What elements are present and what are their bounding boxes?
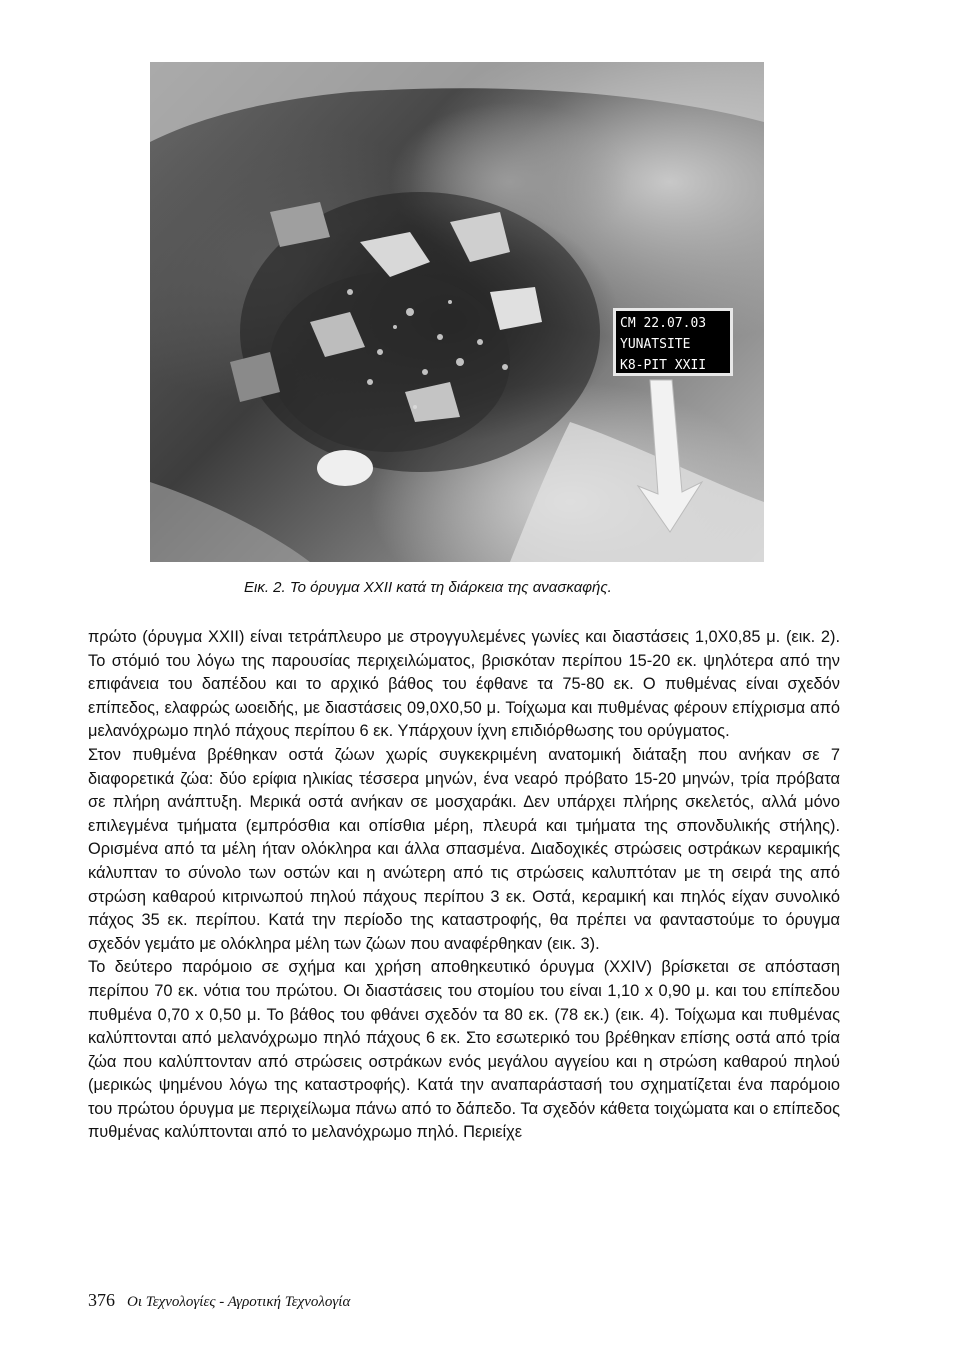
figure-caption: Εικ. 2. Το όρυγμα XXII κατά τη διάρκεια της ανασκαφής. bbox=[244, 579, 612, 596]
paragraph-2: Στον πυθμένα βρέθηκαν οστά ζώων χωρίς συγκεκριμένη ανατομική διάταξη που ανήκαν σε 7 διαφορετικά ζώα: δύο ερίφια ηλικίας τέσσερα μηνών, ένα νεαρό πρόβατο 15-20 μηνών, τρία πρόβατα σε πλήρη ανάπτυξη. Μερικά οστά ανήκαν σε μοσχαράκι. Δεν υπάρχει πλήρης σκελετός, αλλά μόνο επιλεγμένα τμήματα (εμπρόσθια και οπίσθια μέρη, πλευρά και τμήματα της σπονδυλικής στήλης). Ορισμένα από τα μέλη ήταν ολόκληρα και άλλα σπασμένα. Διαδοχικές στρώσεις οστράκων κεραμικής κάλυπταν το σύνολο των οστών και η ανώτερη από τις στρώσεις καλυπτόταν με τη σειρά της από στρώση καθαρού κιτρινωπού πηλού πάχους περίπου 3 εκ. Οστά, κεραμική και πηλός είχαν συνολικό πάχος 35 εκ. περίπου. Κατά την περίοδο της καταστροφής, θα πρέπει να φανταστούμε το όρυγμα σχεδόν γεμάτο με ολόκληρα μέλη των ζώων που αναφέρθηκαν (εικ. 3). bbox=[88, 745, 840, 953]
paragraph-1: πρώτο (όρυγμα XXII) είναι τετράπλευρο με στρογγυλεμένες γωνίες και διαστάσεις 1,0Χ0,85 μ. (εικ. 2). Το στόμιό του λόγω της παρουσίας περιχειλώματος, βρισκόταν περίπου 15-20 εκ. ψηλότερα από την επιφάνεια του δαπέδου και το αρχικό βάθος του έφθανε τα 75-80 εκ. Ο πυθμένας είναι σχεδόν επίπεδος, ελαφρώς ωοειδής, με διαστάσεις 09,0Χ0,50 μ. Τοίχωμα και πυθμένας φέρουν επίχρισμα από μελανόχρωμο πηλό πάχους περίπου 6 εκ. Υπάρχουν ίχνη επιδιόρθωσης του ορύγματος. bbox=[88, 628, 840, 741]
page-footer bbox=[88, 1290, 350, 1311]
tag-line-3: K8-PIT XXII bbox=[620, 358, 707, 373]
body-text bbox=[88, 626, 840, 1145]
page-number: 376 bbox=[88, 1290, 115, 1310]
excavation-photo bbox=[150, 62, 764, 562]
excavation-label-tag bbox=[613, 308, 733, 376]
paragraph-3: Το δεύτερο παρόμοιο σε σχήμα και χρήση αποθηκευτικό όρυγμα (XXIV) βρίσκεται σε απόσταση περίπου 70 εκ. νότια του πρώτου. Οι διαστάσεις του στομίου του είναι 1,10 x 0,90 μ. και του επίπεδου πυθμένα 0,70 x 0,50 μ. Το βάθος του φθάνει σχεδόν τα 80 εκ. (78 εκ.) (εικ. 4). Τοίχωμα και πυθμένας καλύπτονται από μελανόχρωμο πηλό πάχους 6 εκ. Στο εσωτερικό του βρέθηκαν επίσης οστά από τρία ζώα που καλύπτονταν από στρώσεις οστράκων ενός μεγάλου αγγείου και η στρώση καθαρού πηλού (μερικώς ψημένου λόγω της καταστροφής). Κατά την αναπαράστασή του σχηματίζεται ένα παρόμοιο του πρώτου όρυγμα με περιχείλωμα πάνω από το δάπεδο. Τα σχεδόν κάθετα τοιχώματα και ο επίπεδος πυθμένας καλύπτονται από το μελανόχρωμο πηλό. Περιείχε bbox=[88, 958, 840, 1142]
tag-line-2: YUNATSITE bbox=[620, 337, 691, 352]
running-title: Οι Τεχνολογίες - Αγροτική Τεχνολογία bbox=[127, 1294, 351, 1310]
tag-line-1: CM 22.07.03 bbox=[620, 316, 707, 331]
